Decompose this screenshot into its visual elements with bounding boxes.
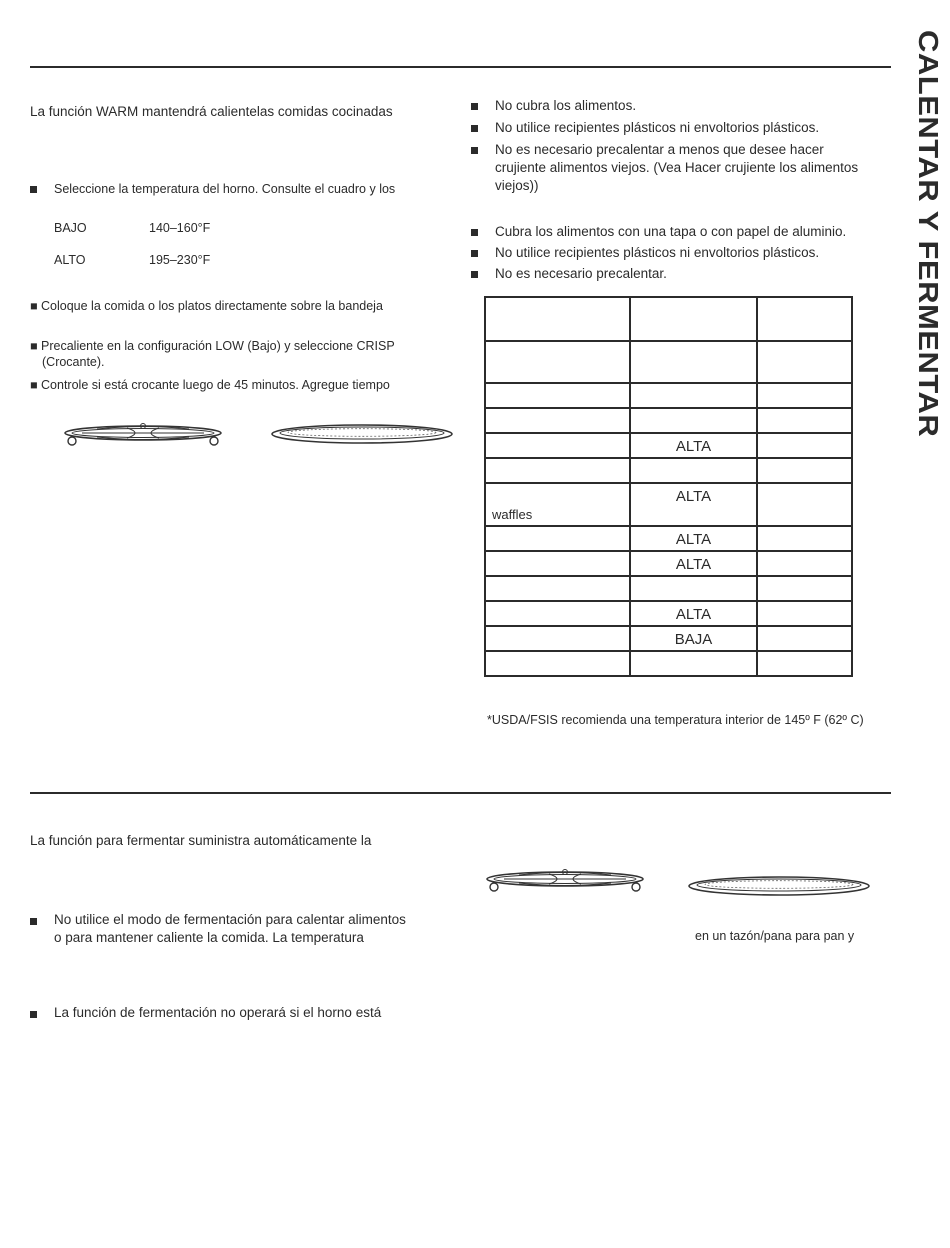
table-cell [757,341,852,383]
bullet-mark [471,271,478,278]
table-cell [485,483,630,526]
table-cell [630,458,757,483]
warm-step-select: Seleccione la temperatura del horno. Consulte el cuadro y los [54,182,396,196]
warm-intro: La función WARM mantendrá calientelas comidas cocinadas [30,104,393,119]
table-row [485,651,852,676]
table-cell: ALTA [630,483,757,526]
table-row [485,458,852,483]
table-cell [630,576,757,601]
crisp-item-1: No cubra los alimentos. [495,98,637,113]
warm-level-low-name: BAJO [54,221,87,235]
table-cell [630,408,757,433]
table-cell [757,576,852,601]
table-cell [485,551,630,576]
bullet-mark [471,125,478,132]
table-cell: ALTA [630,433,757,458]
bullet-mark [30,918,37,925]
table-cell [485,341,630,383]
proof-caption: en un tazón/pana para pan y [695,929,855,943]
table-row [485,383,852,408]
table-cell [485,576,630,601]
proof-bullet-1-cont: o para mantener caliente la comida. La temperatura [54,930,364,945]
table-cell [630,651,757,676]
oven-rack-illustration [484,866,646,896]
table-row [485,576,852,601]
table-cell [757,526,852,551]
table-footnote: *USDA/FSIS recomienda una temperatura interior de 145º F (62º C) [487,713,864,727]
table-cell [757,601,852,626]
table-cell [630,383,757,408]
table-cell [757,408,852,433]
table-row [485,551,852,576]
table-cell [485,408,630,433]
warm-level-high-range: 195–230°F [149,253,211,267]
table-cell [630,297,757,341]
moist-item-2: No utilice recipientes plásticos ni envoltorios plásticos. [495,245,820,260]
bullet-mark [30,1011,37,1018]
section-side-title: CALENTAR Y FERMENTAR [912,30,945,438]
table-cell: ALTA [630,551,757,576]
warm-step-place: ■ Coloque la comida o los platos directamente sobre la bandeja [30,299,383,313]
bottom-section-rule [30,792,891,794]
bullet-mark [471,250,478,257]
table-row [485,297,852,341]
bullet-mark [471,103,478,110]
table-cell: BAJA [630,626,757,651]
table-cell [485,526,630,551]
table-cell [757,626,852,651]
table-row [485,341,852,383]
warm-step-preheat-cont: (Crocante). [42,355,105,369]
table-cell [485,626,630,651]
table-row [485,483,852,526]
warm-level-low-range: 140–160°F [149,221,211,235]
table-cell-text: waffles [492,507,533,522]
bullet-mark [30,186,37,193]
table-cell [757,651,852,676]
table-cell [485,458,630,483]
table-cell [485,433,630,458]
table-cell [757,458,852,483]
moist-item-3: No es necesario precalentar. [495,266,667,281]
warm-step-check: ■ Controle si está crocante luego de 45 minutos. Agregue tiempo [30,378,390,392]
warming-chart-table [484,296,853,677]
crisp-item-2: No utilice recipientes plásticos ni envoltorios plásticos. [495,120,820,135]
table-row [485,526,852,551]
table-cell [630,341,757,383]
table-cell [757,551,852,576]
proof-intro: La función para fermentar suministra automáticamente la [30,833,372,848]
table-row [485,626,852,651]
table-row [485,408,852,433]
warm-step-preheat: ■ Precaliente en la configuración LOW (Bajo) y seleccione CRISP [30,339,395,353]
proof-bullet-2: La función de fermentación no operará si el horno está [54,1005,382,1020]
bullet-mark [471,147,478,154]
table-cell [485,601,630,626]
bullet-mark [471,229,478,236]
baking-tray-illustration [269,422,455,446]
table-cell [757,297,852,341]
table-cell: ALTA [630,601,757,626]
crisp-item-3: No es necesario precalentar a menos que desee hacer crujiente alimentos viejos. (Vea Hacer crujiente los alimentos viejos)) [495,142,859,193]
top-section-rule [30,66,891,68]
table-cell [757,433,852,458]
moist-item-1: Cubra los alimentos con una tapa o con papel de aluminio. [495,224,847,239]
table-row [485,601,852,626]
proof-bullet-1: No utilice el modo de fermentación para calentar alimentos [54,912,406,927]
oven-rack-illustration [62,420,224,450]
table-cell: ALTA [630,526,757,551]
table-cell [485,297,630,341]
table-cell [485,383,630,408]
warm-level-high-name: ALTO [54,253,86,267]
table-row [485,433,852,458]
table-cell [757,383,852,408]
table-cell [757,483,852,526]
baking-tray-illustration [686,874,872,898]
table-cell [485,651,630,676]
